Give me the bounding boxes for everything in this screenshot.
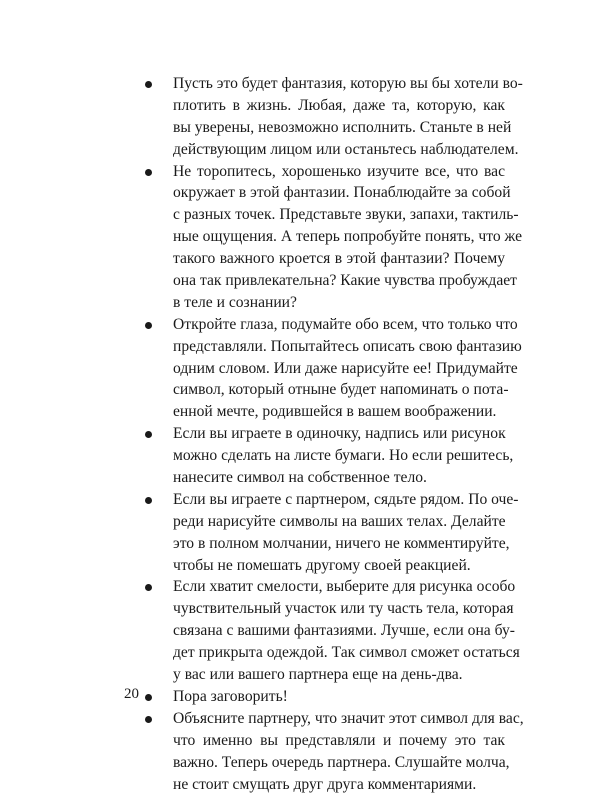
text-line: Объясните партнеру, что значит этот символ для вас, [173, 708, 505, 730]
list-item [145, 161, 505, 314]
list-item [145, 686, 505, 708]
text-line: ные ощущения. А теперь попробуйте понять, что же [173, 226, 505, 248]
text-line: она так привлекательна? Какие чувства пробуждает [173, 270, 505, 292]
text-line: действующим лицом или останьтесь наблюдателем. [173, 139, 505, 161]
text-line: Если вы играете с партнером, сядьте рядом. По оче- [173, 489, 505, 511]
text-line: представляли. Попытайтесь описать свою фантазию [173, 336, 505, 358]
text-line: плотить в жизнь. Любая, даже та, которую, как [173, 95, 505, 117]
text-line: Если вы играете в одиночку, надпись или рисунок [173, 423, 505, 445]
text-line: не стоит смущать друг друга комментариями. [173, 774, 505, 795]
text-line: нанесите символ на собственное тело. [173, 467, 505, 489]
text-line: реди нарисуйте символы на ваших телах. Делайте [173, 511, 505, 533]
text-line: Пусть это будет фантазия, которую вы бы хотели во- [173, 73, 505, 95]
bullet-icon [145, 169, 152, 176]
list-item [145, 576, 505, 685]
text-line: одним словом. Или даже нарисуйте ее! Придумайте [173, 358, 505, 380]
text-line: Если хватит смелости, выберите для рисунка особо [173, 576, 505, 598]
list-item [145, 314, 505, 423]
text-line: можно сделать на листе бумаги. Но если решитесь, [173, 445, 505, 467]
text-line: такого важного кроется в этой фантазии? Почему [173, 248, 505, 270]
instruction-list [145, 73, 505, 795]
list-item [145, 708, 505, 795]
bullet-icon [145, 431, 152, 438]
text-line: окружает в этой фантазии. Понаблюдайте за собой [173, 182, 505, 204]
text-line: это в полном молчании, ничего не комментируйте, [173, 533, 505, 555]
text-line: енной мечте, родившейся в вашем воображении. [173, 401, 505, 423]
text-line: вы уверены, невозможно исполнить. Станьте в ней [173, 117, 505, 139]
bullet-icon [145, 716, 152, 723]
list-item [145, 73, 505, 161]
text-line: дет прикрыта одеждой. Так символ сможет остаться [173, 642, 505, 664]
text-line: связана с вашими фантазиями. Лучше, если она бу- [173, 620, 505, 642]
text-line: с разных точек. Представьте звуки, запахи, тактиль- [173, 204, 505, 226]
bullet-icon [145, 322, 152, 329]
text-line: Не торопитесь, хорошенько изучите все, что вас [173, 161, 505, 183]
text-line: важно. Теперь очередь партнера. Слушайте молча, [173, 752, 505, 774]
bullet-icon [145, 694, 152, 701]
text-line: в теле и сознании? [173, 292, 505, 314]
list-item [145, 489, 505, 577]
text-line: у вас или вашего партнера еще на день-два. [173, 664, 505, 686]
text-line: Пора заговорить! [173, 686, 505, 708]
text-line: чувствительный участок или ту часть тела, которая [173, 598, 505, 620]
text-line: что именно вы представляли и почему это так [173, 730, 505, 752]
bullet-icon [145, 584, 152, 591]
list-item [145, 423, 505, 489]
text-line: символ, который отныне будет напоминать о пота- [173, 379, 505, 401]
text-line: Откройте глаза, подумайте обо всем, что только что [173, 314, 505, 336]
page-number: 20 [124, 684, 139, 704]
bullet-icon [145, 81, 152, 88]
text-line: чтобы не помешать другому своей реакцией. [173, 555, 505, 577]
bullet-icon [145, 497, 152, 504]
